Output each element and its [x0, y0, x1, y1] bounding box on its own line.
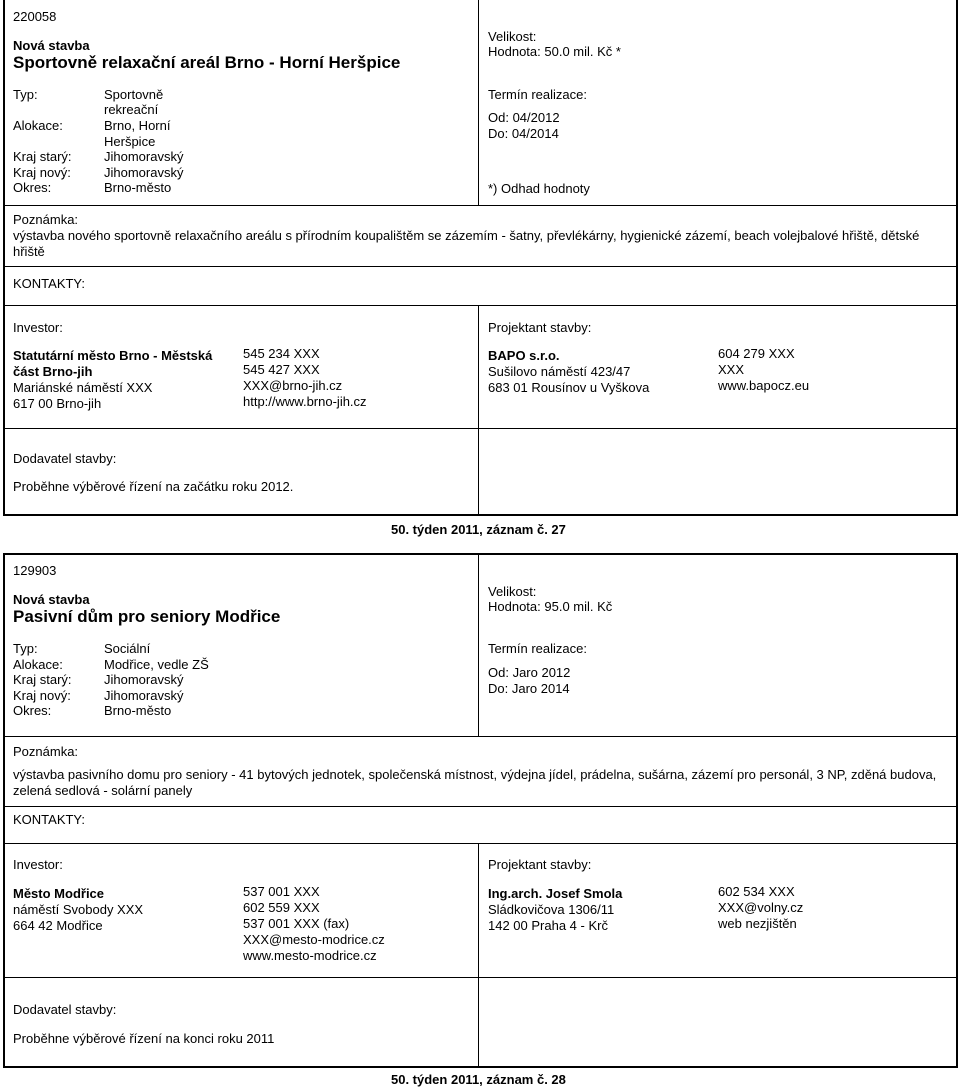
record-2-kraj-stary-label: Kraj starý:	[13, 672, 72, 687]
record-2-investor-address-2: 664 42 Modřice	[13, 918, 103, 933]
record-2-dodavatel-label: Dodavatel stavby:	[13, 1002, 117, 1017]
record-1-typ-line-2: rekreační	[104, 102, 159, 117]
record-1-id: 220058	[13, 9, 57, 24]
record-2-poznamka: výstavba pasivního domu pro seniory - 41 bytových jednotek, společenská místnost, výdejna jídel, prádelna, sušárna, zázemí pro personál, 3 NP, zděná budova, zelená sedlová - solární panely	[13, 767, 937, 798]
record-1-dodavatel: Proběhne výběrové řízení na začátku roku 2012.	[13, 479, 294, 494]
record-1-investor-name-2: část Brno-jih	[13, 364, 93, 379]
record-1-investor-contact: 545 234 XXX	[243, 346, 320, 361]
record-1-investor-contact: XXX@brno-jih.cz	[243, 378, 343, 393]
record-2-projektant-name: Ing.arch. Josef Smola	[488, 886, 623, 901]
record-1-alokace-line-1: Brno, Horní	[104, 118, 171, 133]
record-1-typ-line-1: Sportovně	[104, 87, 164, 102]
record-1-projektant-label: Projektant stavby:	[488, 320, 592, 335]
record-1-okres: Brno-město	[104, 180, 172, 195]
record-2-projektant-contact: XXX@volny.cz	[718, 900, 804, 915]
record-1-kontakty-separator	[4, 305, 957, 306]
record-2-alokace: Modřice, vedle ZŠ	[104, 657, 209, 672]
record-2-kraj-novy-label: Kraj nový:	[13, 688, 71, 703]
record-2-dodavatel: Proběhne výběrové řízení na konci roku 2011	[13, 1031, 275, 1046]
record-2-okres: Brno-město	[104, 703, 172, 718]
record-1-do: Do: 04/2014	[488, 126, 559, 141]
record-1-investor-name-1: Statutární město Brno - Městská	[13, 348, 213, 363]
record-1-projektant-name: BAPO s.r.o.	[488, 348, 560, 363]
record-1-investor-address-2: 617 00 Brno-jih	[13, 396, 102, 411]
record-2-investor-contact: 602 559 XXX	[243, 900, 320, 915]
record-1-projektant-contact: XXX	[718, 362, 745, 377]
record-1-dodavatel-label: Dodavatel stavby:	[13, 451, 117, 466]
record-1-kraj-stary-label: Kraj starý:	[13, 149, 72, 164]
record-1-termin-label: Termín realizace:	[488, 87, 587, 102]
record-2-dodavatel-divider	[478, 977, 479, 1066]
record-2-hodnota: Hodnota: 95.0 mil. Kč	[488, 599, 613, 614]
record-1-velikost-label: Velikost:	[488, 29, 537, 44]
record-2-top-divider	[478, 555, 479, 736]
record-1-projektant-address-1: Sušilovo náměstí 423/47	[488, 364, 631, 379]
record-1-dodavatel-divider	[478, 428, 479, 514]
record-1-alokace-label: Alokace:	[13, 118, 63, 133]
record-1-poznamka-label: Poznámka:	[13, 212, 79, 227]
record-1-investor-label: Investor:	[13, 320, 63, 335]
record-2-title: Pasivní dům pro seniory Modřice	[13, 607, 281, 626]
record-1-typ-label: Typ:	[13, 87, 38, 102]
record-2-kraj-novy: Jihomoravský	[104, 688, 184, 703]
record-2-okres-label: Okres:	[13, 703, 52, 718]
record-1-projektant-contact: 604 279 XXX	[718, 346, 795, 361]
record-2-typ-label: Typ:	[13, 641, 38, 656]
record-2-investor-contacts	[243, 884, 385, 964]
record-2-poznamka-separator	[4, 806, 957, 807]
record-1-kraj-stary: Jihomoravský	[104, 149, 184, 164]
record-2-investor-contact: 537 001 XXX (fax)	[243, 916, 350, 931]
record-1-investor-contact: 545 427 XXX	[243, 362, 320, 377]
record-2-projektant-address-1: Sládkovičova 1306/11	[488, 902, 615, 917]
record-2-contacts-divider	[478, 843, 479, 977]
record-2-investor-label: Investor:	[13, 857, 63, 872]
record-2-poznamka-label: Poznámka:	[13, 744, 79, 759]
record-2-investor-address-1: náměstí Svobody XXX	[13, 902, 144, 917]
record-1-odhad: *) Odhad hodnoty	[488, 181, 590, 196]
record-2-projektant-contacts	[718, 884, 803, 932]
record-1-projektant-contact: www.bapocz.eu	[718, 378, 810, 393]
record-2-investor-name: Město Modřice	[13, 886, 105, 901]
record-2-projektant-contact: 602 534 XXX	[718, 884, 795, 899]
record-2-termin-label: Termín realizace:	[488, 641, 587, 656]
record-2-id: 129903	[13, 563, 57, 578]
record-1-contacts-divider	[478, 305, 479, 428]
record-2-od: Od: Jaro 2012	[488, 665, 571, 680]
record-1-kraj-novy: Jihomoravský	[104, 165, 184, 180]
record-1-projektant-contacts	[718, 346, 809, 394]
record-1-od: Od: 04/2012	[488, 110, 560, 125]
record-2-kraj-stary: Jihomoravský	[104, 672, 184, 687]
record-1-kraj-novy-label: Kraj nový:	[13, 165, 71, 180]
record-2-investor-contact: XXX@mesto-modrice.cz	[243, 932, 385, 947]
record-2-projektant-label: Projektant stavby:	[488, 857, 592, 872]
record-2-projektant-address-2: 142 00 Praha 4 - Krč	[488, 918, 608, 933]
record-1-poznamka: výstavba nového sportovně relaxačního areálu s přírodním koupalištěm se zázemím - šatny, převlékárny, hygienické zázemí, beach volejbalové hřiště, dětské hřiště	[13, 228, 920, 259]
record-2-kind: Nová stavba	[13, 592, 90, 607]
record-1-kind: Nová stavba	[13, 38, 90, 53]
record-2-alokace-label: Alokace:	[13, 657, 63, 672]
record-2-do: Do: Jaro 2014	[488, 681, 570, 696]
record-1-okres-label: Okres:	[13, 180, 52, 195]
record-2-kontakty-label: KONTAKTY:	[13, 812, 85, 827]
record-1-hodnota: Hodnota: 50.0 mil. Kč *	[488, 44, 621, 59]
record-1-dodavatel-separator	[4, 428, 957, 429]
record-1-top-divider	[478, 0, 479, 205]
record-1-investor-address-1: Mariánské náměstí XXX	[13, 380, 153, 395]
record-1-title: Sportovně relaxační areál Brno - Horní Heršpice	[13, 53, 401, 72]
record-2-kontakty-separator	[4, 843, 957, 844]
record-2-box	[3, 553, 958, 1068]
record-2-projektant-contact: web nezjištěn	[718, 916, 797, 931]
record-2-dodavatel-separator	[4, 977, 957, 978]
record-1-alokace-line-2: Heršpice	[104, 134, 156, 149]
record-2-investor-contact: 537 001 XXX	[243, 884, 320, 899]
record-1-investor-contact: http://www.brno-jih.cz	[243, 394, 367, 409]
record-1-footer: 50. týden 2011, záznam č. 27	[391, 522, 566, 537]
record-1-poznamka-separator	[4, 266, 957, 267]
record-2-footer: 50. týden 2011, záznam č. 28	[391, 1072, 566, 1087]
record-1-projektant-address-2: 683 01 Rousínov u Vyškova	[488, 380, 650, 395]
record-2-typ: Sociální	[104, 641, 151, 656]
record-2-header-separator	[4, 736, 957, 737]
record-1-investor-contacts	[243, 346, 367, 410]
record-2-velikost-label: Velikost:	[488, 584, 537, 599]
record-1-kontakty-label: KONTAKTY:	[13, 276, 85, 291]
record-1-header-separator	[4, 205, 957, 206]
record-2-investor-contact: www.mesto-modrice.cz	[243, 948, 377, 963]
